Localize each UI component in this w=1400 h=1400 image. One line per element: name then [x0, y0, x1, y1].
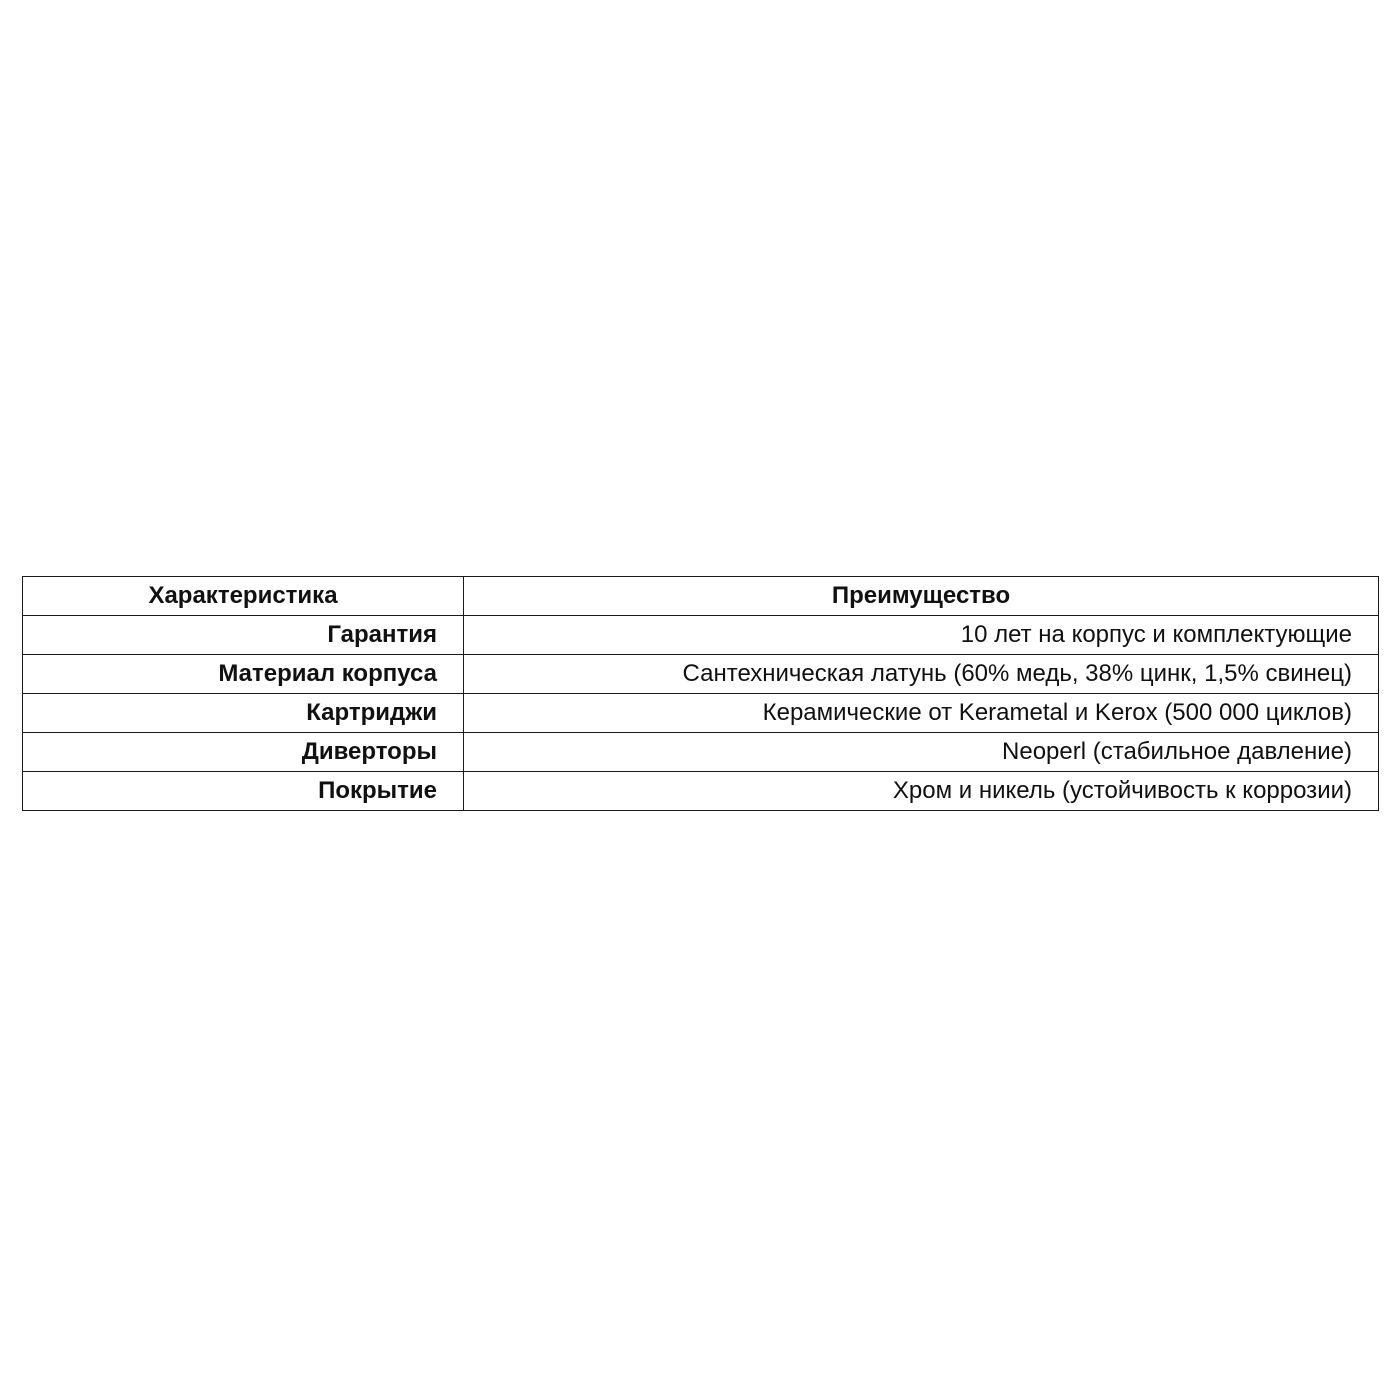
table-row [23, 655, 1379, 694]
row-value: Хром и никель (устойчивость к коррозии) [464, 772, 1379, 811]
row-value: Сантехническая латунь (60% медь, 38% цинк, 1,5% свинец) [464, 655, 1379, 694]
row-value: Neoperl (стабильное давление) [464, 733, 1379, 772]
row-label: Диверторы [23, 733, 464, 772]
row-value: Керамические от Kerametal и Kerox (500 000 циклов) [464, 694, 1379, 733]
table-row [23, 694, 1379, 733]
column-header-characteristic: Характеристика [23, 577, 464, 616]
row-label: Материал корпуса [23, 655, 464, 694]
row-label: Картриджи [23, 694, 464, 733]
row-value: 10 лет на корпус и комплектующие [464, 616, 1379, 655]
table-header-row [23, 577, 1379, 616]
row-label: Гарантия [23, 616, 464, 655]
table-row [23, 733, 1379, 772]
table-row [23, 616, 1379, 655]
row-label: Покрытие [23, 772, 464, 811]
table-row [23, 772, 1379, 811]
spec-table [22, 576, 1379, 811]
column-header-advantage: Преимущество [464, 577, 1379, 616]
